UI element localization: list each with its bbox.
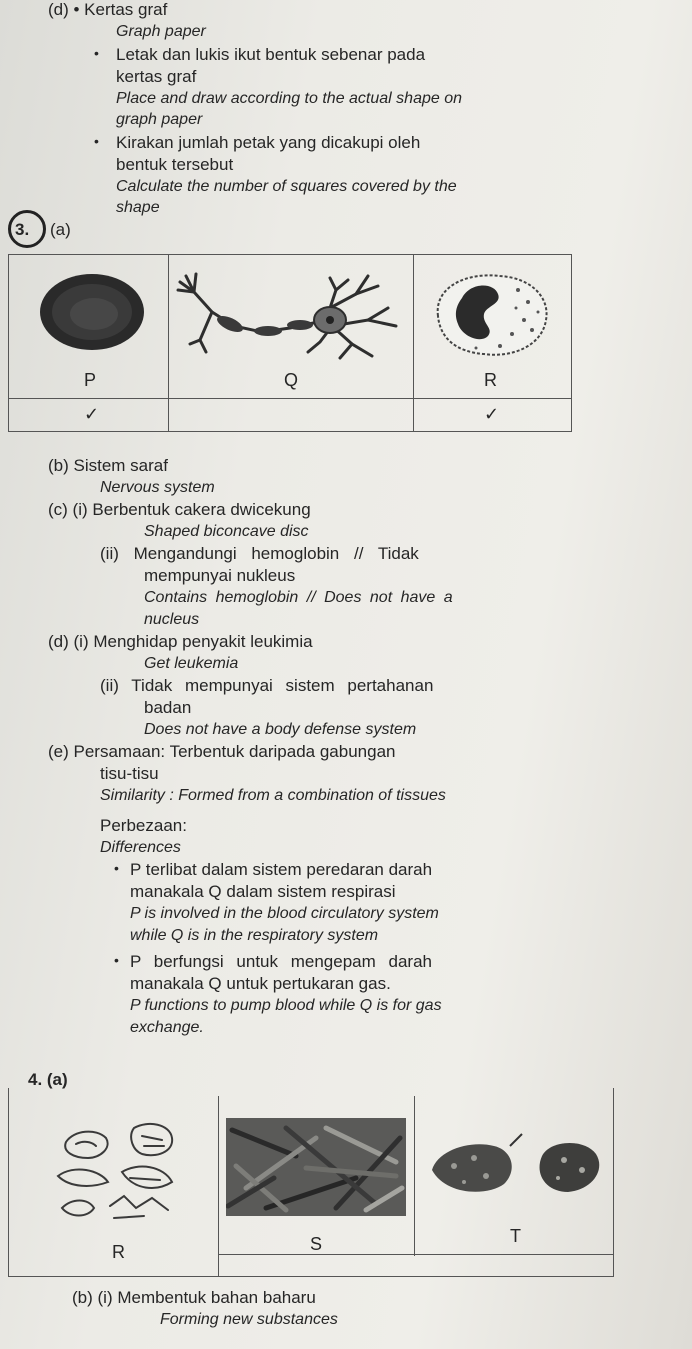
q3-c2-en-1: Contains hemoglobin // Does not have a	[144, 589, 453, 606]
bullet-dot: •	[114, 952, 119, 968]
substance-t-image	[424, 1126, 608, 1204]
q3-c1-ms: (c) (i) Berbentuk cakera dwicekung	[48, 500, 311, 519]
diff-b1-en-1: P is involved in the blood circulatory system	[130, 905, 439, 922]
diff-b1-ms-2: manakala Q dalam sistem respirasi	[130, 882, 396, 901]
table-divider	[413, 254, 414, 431]
tick-p: ✓	[84, 404, 100, 424]
nerve-cell-image	[172, 268, 410, 364]
label-r: R	[484, 370, 497, 390]
label-q: Q	[284, 370, 299, 390]
substance-s-image	[226, 1118, 406, 1216]
q3-diff-en: Differences	[100, 839, 181, 856]
table-divider	[218, 1254, 613, 1255]
q4-heading: 4. (a)	[28, 1070, 68, 1089]
q3-c1-en: Shaped biconcave disc	[144, 523, 309, 540]
q4-b-ms: (b) (i) Membentuk bahan baharu	[72, 1288, 316, 1307]
bullet-dot: •	[114, 860, 119, 876]
q3-c2-ms-2: mempunyai nukleus	[144, 566, 296, 585]
white-blood-cell-image	[428, 268, 554, 360]
label-p: P	[84, 370, 97, 390]
table-divider	[8, 398, 571, 399]
tick-r: ✓	[484, 404, 500, 424]
table-divider	[414, 1096, 415, 1256]
label-s: S	[310, 1234, 323, 1254]
diff-b2-en-1: P functions to pump blood while Q is for gas	[130, 997, 442, 1014]
label-t: T	[510, 1226, 521, 1246]
red-blood-cell-image	[36, 272, 148, 352]
q3-e-ms-1: (e) Persamaan: Terbentuk daripada gabungan	[48, 742, 396, 761]
q3-b-ms: (b) Sistem saraf	[48, 456, 168, 475]
q4-b-en: Forming new substances	[160, 1311, 338, 1328]
bullet-dot: •	[94, 45, 99, 61]
table-divider	[168, 254, 169, 431]
q3-diff-ms: Perbezaan:	[100, 816, 187, 835]
q3-d1-en: Get leukemia	[144, 655, 239, 672]
bullet1-en-1: Place and draw according to the actual shape on	[116, 90, 463, 107]
q3-d2-ms-1: (ii) Tidak mempunyai sistem pertahanan	[100, 676, 434, 695]
diff-b1-ms-1: P terlibat dalam sistem peredaran darah	[130, 860, 433, 879]
bullet2-en-1: Calculate the number of squares covered by the	[116, 178, 457, 195]
diff-b2-en-2: exchange.	[130, 1019, 204, 1036]
bullet-dot: •	[94, 133, 99, 149]
q3-e-ms-2: tisu-tisu	[100, 764, 159, 783]
bullet2-ms-1: Kirakan jumlah petak yang dicakupi oleh	[116, 133, 421, 152]
label-r-q4: R	[112, 1242, 125, 1262]
q3-e-en: Similarity : Formed from a combination of tissues	[100, 787, 446, 804]
q3-number: 3.	[15, 220, 30, 239]
d-heading-en: Graph paper	[116, 23, 206, 40]
d-heading: (d) • Kertas graf	[48, 0, 168, 19]
bullet1-ms-2: kertas graf	[116, 67, 197, 86]
q3-c2-en-2: nucleus	[144, 611, 200, 628]
substance-r-image	[52, 1112, 192, 1230]
bullet1-en-2: graph paper	[116, 111, 203, 128]
diff-b1-en-2: while Q is in the respiratory system	[130, 927, 379, 944]
q3-c2-ms-1: (ii) Mengandungi hemoglobin // Tidak	[100, 544, 419, 563]
diff-b2-ms-1: P berfungsi untuk mengepam darah	[130, 952, 432, 971]
q3-d2-ms-2: badan	[144, 698, 192, 717]
q3-d2-en: Does not have a body defense system	[144, 721, 417, 738]
bullet1-ms-1: Letak dan lukis ikut bentuk sebenar pada	[116, 45, 426, 64]
diff-b2-ms-2: manakala Q untuk pertukaran gas.	[130, 974, 391, 993]
q3-part-a: (a)	[50, 220, 71, 239]
table-divider	[218, 1096, 219, 1277]
bullet2-ms-2: bentuk tersebut	[116, 155, 234, 174]
q3-d1-ms: (d) (i) Menghidap penyakit leukimia	[48, 632, 313, 651]
q3-b-en: Nervous system	[100, 479, 215, 496]
bullet2-en-2: shape	[116, 199, 160, 216]
